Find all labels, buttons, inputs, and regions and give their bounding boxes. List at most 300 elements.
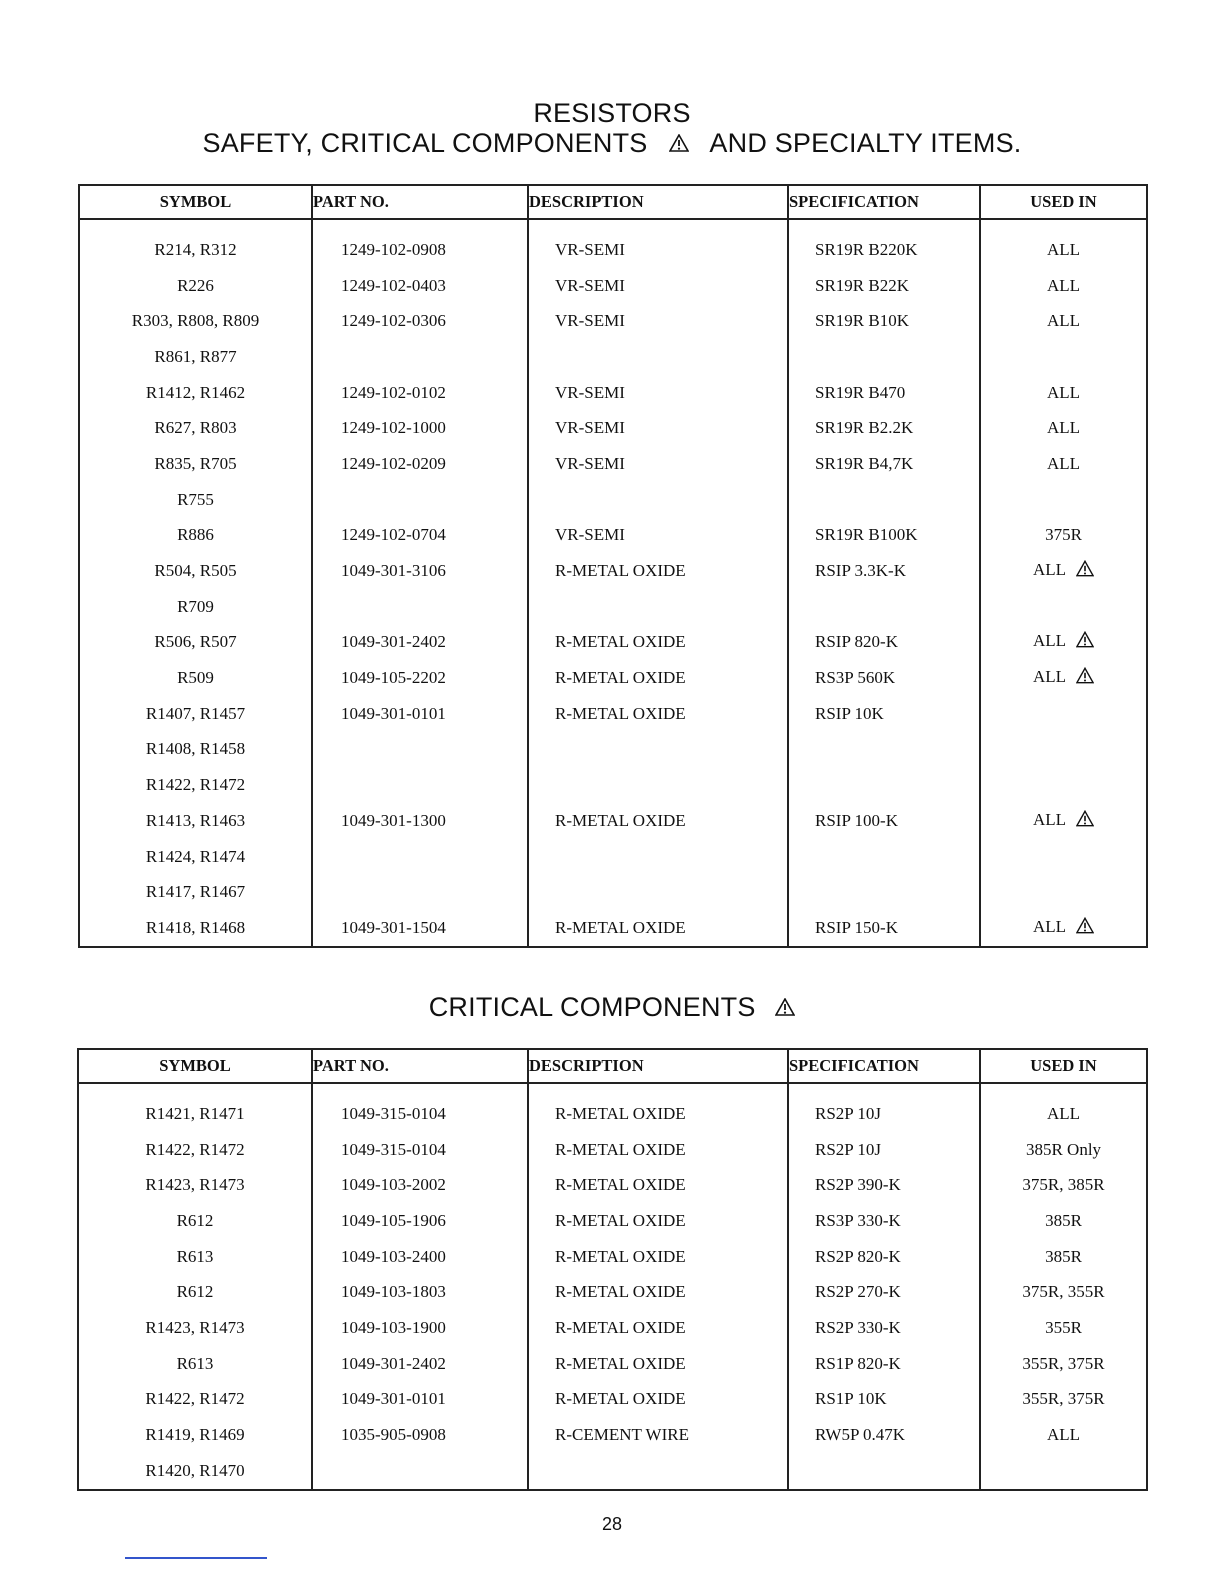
used-in-cell [980,660,1147,696]
description-cell-text: R-METAL OXIDE [555,1175,686,1195]
specification-cell-text: SR19R B100K [815,525,918,545]
specification-cell-text: RSIP 100-K [815,810,898,830]
description-cell [528,375,788,411]
description-cell-text: R-METAL OXIDE [555,1210,686,1230]
symbol-cell-text: R861, R877 [154,346,237,366]
used-in-cell-text: ALL [1032,667,1067,687]
warning-triangle-icon [1076,810,1094,832]
part-no-cell-text: 1249-102-0908 [341,239,446,259]
specification-cell [788,1239,980,1275]
used-in-cell-text: ALL [1032,631,1067,651]
description-cell [528,874,788,910]
col-specification-header: SPECIFICATION [788,185,980,219]
symbol-cell-text: R1419, R1469 [145,1425,245,1445]
part-no-cell [312,268,528,304]
specification-cell [788,660,980,696]
symbol-cell [79,303,312,339]
symbol-cell [79,268,312,304]
description-cell [528,660,788,696]
used-in-cell [980,339,1147,375]
description-cell-text: VR-SEMI [555,525,625,545]
part-no-cell [312,732,528,768]
specification-cell [788,303,980,339]
used-in-cell-text: ALL [1032,916,1067,936]
part-no-cell-text: 1049-105-2202 [341,668,446,688]
part-no-cell-text: 1049-301-2402 [341,632,446,652]
description-cell-text: R-METAL OXIDE [555,1353,686,1373]
used-in-cell [980,732,1147,768]
symbol-cell [78,1167,312,1203]
symbol-cell-text: R627, R803 [154,418,237,438]
col-used-in-header: USED IN [980,1049,1147,1083]
specification-cell [788,839,980,875]
specification-cell [788,1382,980,1418]
used-in-cell [980,553,1147,589]
page-number: 28 [601,1514,623,1534]
specification-cell [788,339,980,375]
symbol-cell-text: R1421, R1471 [145,1103,245,1123]
col-part-no-header: PART NO. [312,185,528,219]
used-in-cell [980,518,1147,554]
description-cell [528,803,788,839]
symbol-cell [78,1382,312,1418]
part-no-cell [312,410,528,446]
description-cell [528,839,788,875]
specification-cell-text: SR19R B220K [815,239,918,259]
specification-cell [788,1274,980,1310]
part-no-cell [312,1417,528,1453]
description-cell [528,1453,788,1490]
specification-cell [788,1167,980,1203]
table-header-row [79,185,1147,219]
specification-cell-text: SR19R B22K [815,275,909,295]
part-no-cell [312,518,528,554]
description-cell-text: R-METAL OXIDE [555,632,686,652]
used-in-cell [980,219,1147,268]
col-used-in-header: USED IN [980,185,1147,219]
description-cell [528,1274,788,1310]
col-part-no-header: PART NO. [312,1049,528,1083]
description-cell [528,1346,788,1382]
description-cell [528,910,788,947]
description-cell [528,553,788,589]
title-safety-text: SAFETY, CRITICAL COMPONENTS [202,128,648,158]
part-no-cell [312,589,528,625]
part-no-cell [312,625,528,661]
symbol-cell-text: R613 [176,1246,214,1266]
used-in-cell [980,767,1147,803]
symbol-cell [78,1203,312,1239]
symbol-cell-text: R613 [176,1353,214,1373]
used-in-cell [980,268,1147,304]
symbol-cell-text: R1423, R1473 [145,1175,245,1195]
used-in-cell [980,482,1147,518]
used-in-cell-text: ALL [1046,275,1081,295]
description-cell [528,1239,788,1275]
table-row [79,553,1147,589]
symbol-cell-text: R1424, R1474 [145,846,246,866]
specification-cell-text: RS2P 390-K [815,1175,901,1195]
specification-cell-text: RS3P 560K [815,668,896,688]
part-no-cell [312,1239,528,1275]
used-in-cell [980,874,1147,910]
specification-cell-text: RS2P 330-K [815,1317,901,1337]
specification-cell-text: RS2P 10J [815,1103,881,1123]
used-in-cell-text: ALL [1046,1425,1081,1445]
part-no-cell [312,1203,528,1239]
specification-cell-text: RSIP 3.3K-K [815,561,906,581]
table-row [79,874,1147,910]
table-row [79,339,1147,375]
part-no-cell-text: 1049-301-2402 [341,1353,446,1373]
description-cell [528,767,788,803]
critical-components-text: CRITICAL COMPONENTS [428,992,756,1022]
part-no-cell-text: 1049-315-0104 [341,1139,446,1159]
used-in-cell [980,1274,1147,1310]
symbol-cell-text: R1408, R1458 [145,739,246,759]
used-in-cell [980,910,1147,947]
used-in-cell-text: 375R [1045,525,1082,545]
description-cell-text: VR-SEMI [555,239,625,259]
part-no-cell [312,803,528,839]
specification-cell [788,1346,980,1382]
symbol-cell [79,839,312,875]
symbol-cell-text: R504, R505 [154,561,237,581]
used-in-cell-text: 355R, 375R [1022,1389,1105,1409]
description-cell-text: R-METAL OXIDE [555,810,686,830]
part-no-cell [312,1382,528,1418]
part-no-cell [312,1346,528,1382]
used-in-cell [980,1310,1147,1346]
table-row [78,1346,1147,1382]
symbol-cell [79,339,312,375]
part-no-cell-text: 1249-102-0209 [341,453,446,473]
page-title-line2 [0,128,1224,159]
table-row [79,375,1147,411]
part-no-cell [312,339,528,375]
symbol-cell-text: R1422, R1472 [145,1389,245,1409]
part-no-cell [312,910,528,947]
part-no-cell [312,375,528,411]
resistors-table [78,184,1148,948]
part-no-cell [312,1274,528,1310]
symbol-cell-text: R1418, R1468 [145,917,246,937]
specification-cell-text: SR19R B2.2K [815,418,914,438]
used-in-cell [980,375,1147,411]
table-row [79,696,1147,732]
used-in-cell [980,803,1147,839]
symbol-cell [79,732,312,768]
symbol-cell [79,446,312,482]
description-cell-text: R-METAL OXIDE [555,1139,686,1159]
specification-cell-text: RS3P 330-K [815,1210,901,1230]
description-cell [528,446,788,482]
symbol-cell-text: R1412, R1462 [145,382,246,402]
symbol-cell [78,1310,312,1346]
symbol-cell-text: R1423, R1473 [145,1317,245,1337]
description-cell-text: VR-SEMI [555,418,625,438]
part-no-cell-text: 1035-905-0908 [341,1425,446,1445]
specification-cell-text: RS2P 820-K [815,1246,901,1266]
symbol-cell-text: R612 [176,1282,214,1302]
table-row [79,767,1147,803]
specification-cell [788,518,980,554]
description-cell-text: R-METAL OXIDE [555,1317,686,1337]
part-no-cell [312,839,528,875]
symbol-cell [79,518,312,554]
symbol-cell [79,625,312,661]
used-in-cell [980,410,1147,446]
used-in-cell [980,1382,1147,1418]
specification-cell [788,268,980,304]
specification-cell [788,732,980,768]
part-no-cell-text: 1049-103-1900 [341,1317,446,1337]
specification-cell [788,1132,980,1168]
used-in-cell [980,839,1147,875]
specification-cell [788,375,980,411]
warning-triangle-icon [775,992,795,1023]
warning-triangle-icon [1076,631,1094,653]
specification-cell [788,219,980,268]
description-cell [528,1417,788,1453]
part-no-cell-text: 1049-103-2002 [341,1175,446,1195]
symbol-cell [79,910,312,947]
used-in-cell [980,589,1147,625]
specification-cell [788,589,980,625]
description-cell [528,219,788,268]
specification-cell [788,1310,980,1346]
table-row [79,482,1147,518]
warning-triangle-icon [1076,560,1094,582]
symbol-cell-text: R226 [177,275,214,295]
description-cell [528,1382,788,1418]
part-no-cell-text: 1049-301-1300 [341,810,446,830]
used-in-cell-text: 375R, 355R [1022,1282,1105,1302]
warning-triangle-icon [1076,667,1094,689]
table-row [79,839,1147,875]
symbol-cell [78,1083,312,1132]
description-cell [528,589,788,625]
description-cell [528,268,788,304]
used-in-cell [980,1346,1147,1382]
part-no-cell-text: 1249-102-0102 [341,382,446,402]
table-row [79,219,1147,268]
description-cell-text: VR-SEMI [555,382,625,402]
symbol-cell-text: R755 [177,489,214,509]
table-row [79,446,1147,482]
used-in-cell-text: 375R, 385R [1022,1175,1105,1195]
description-cell [528,1167,788,1203]
symbol-cell-text: R506, R507 [154,632,237,652]
part-no-cell-text: 1049-105-1906 [341,1210,446,1230]
specification-cell-text: RSIP 820-K [815,632,898,652]
description-cell [528,1132,788,1168]
symbol-cell [79,767,312,803]
specification-cell [788,803,980,839]
description-cell-text: VR-SEMI [555,275,625,295]
description-cell [528,1203,788,1239]
specification-cell-text: SR19R B4,7K [815,453,914,473]
used-in-cell [980,1083,1147,1132]
col-symbol-header: SYMBOL [79,185,312,219]
warning-triangle-icon [669,128,689,159]
critical-components-title [0,992,1224,1023]
table-row [79,303,1147,339]
used-in-cell [980,625,1147,661]
description-cell-text: R-CEMENT WIRE [555,1425,689,1445]
symbol-cell [79,803,312,839]
symbol-cell-text: R1422, R1472 [145,775,246,795]
table-row [78,1167,1147,1203]
used-in-cell-text: ALL [1046,418,1081,438]
part-no-cell-text: 1049-103-1803 [341,1282,446,1302]
used-in-cell [980,1417,1147,1453]
symbol-cell [78,1346,312,1382]
used-in-cell-text: ALL [1046,453,1081,473]
table-row [79,589,1147,625]
used-in-cell [980,1453,1147,1490]
critical-components-table [77,1048,1148,1491]
description-cell [528,518,788,554]
table-row [79,660,1147,696]
symbol-cell [79,482,312,518]
symbol-cell [79,553,312,589]
table-row [79,625,1147,661]
symbol-cell-text: R1417, R1467 [145,882,246,902]
symbol-cell [79,410,312,446]
description-cell-text: R-METAL OXIDE [555,1282,686,1302]
description-cell-text: R-METAL OXIDE [555,561,686,581]
specification-cell-text: RS2P 10J [815,1139,881,1159]
description-cell [528,410,788,446]
part-no-cell-text: 1049-301-0101 [341,1389,446,1409]
used-in-cell [980,1167,1147,1203]
title-specialty-text: AND SPECIALTY ITEMS. [709,128,1022,158]
symbol-cell [79,219,312,268]
specification-cell [788,1083,980,1132]
description-cell [528,339,788,375]
symbol-cell [78,1239,312,1275]
specification-cell [788,625,980,661]
used-in-cell-text: ALL [1046,239,1081,259]
part-no-cell-text: 1049-103-2400 [341,1246,446,1266]
col-specification-header: SPECIFICATION [788,1049,980,1083]
description-cell [528,732,788,768]
part-no-cell [312,874,528,910]
specification-cell [788,910,980,947]
symbol-cell-text: R1420, R1470 [145,1460,245,1480]
description-cell-text: VR-SEMI [555,311,625,331]
table-row [78,1382,1147,1418]
part-no-cell [312,219,528,268]
part-no-cell-text: 1249-102-0704 [341,525,446,545]
used-in-cell-text: ALL [1046,382,1081,402]
used-in-cell-text: ALL [1046,311,1081,331]
specification-cell [788,767,980,803]
table-row [78,1453,1147,1490]
specification-cell [788,874,980,910]
used-in-cell [980,1239,1147,1275]
symbol-cell [78,1274,312,1310]
table-row [79,410,1147,446]
description-cell [528,482,788,518]
symbol-cell-text: R709 [177,596,214,616]
description-cell-text: VR-SEMI [555,453,625,473]
specification-cell [788,1453,980,1490]
used-in-cell-text: 385R Only [1025,1139,1102,1159]
specification-cell [788,482,980,518]
part-no-cell [312,1132,528,1168]
specification-cell-text: SR19R B10K [815,311,909,331]
used-in-cell [980,696,1147,732]
symbol-cell-text: R1422, R1472 [145,1139,245,1159]
symbol-cell-text: R835, R705 [154,453,237,473]
symbol-cell [79,660,312,696]
description-cell-text: R-METAL OXIDE [555,1103,686,1123]
part-no-cell [312,660,528,696]
warning-triangle-icon [1076,917,1094,939]
table-row [78,1310,1147,1346]
description-cell-text: R-METAL OXIDE [555,917,686,937]
description-cell [528,625,788,661]
description-cell-text: R-METAL OXIDE [555,703,686,723]
symbol-cell [78,1132,312,1168]
part-no-cell [312,553,528,589]
specification-cell [788,1203,980,1239]
part-no-cell [312,446,528,482]
used-in-cell-text: ALL [1046,1103,1081,1123]
used-in-cell [980,446,1147,482]
part-no-cell-text: 1249-102-1000 [341,418,446,438]
description-cell-text: R-METAL OXIDE [555,1389,686,1409]
used-in-cell-text: 385R [1045,1210,1082,1230]
symbol-cell-text: R214, R312 [154,239,237,259]
table-row [79,268,1147,304]
specification-cell-text: RSIP 150-K [815,917,898,937]
part-no-cell-text: 1049-301-1504 [341,917,446,937]
used-in-cell [980,1203,1147,1239]
description-cell [528,696,788,732]
part-no-cell [312,767,528,803]
symbol-cell [79,874,312,910]
part-no-cell-text: 1049-315-0104 [341,1103,446,1123]
part-no-cell [312,696,528,732]
table-row [79,910,1147,947]
part-no-cell-text: 1249-102-0306 [341,311,446,331]
table-row [78,1417,1147,1453]
table-row [78,1083,1147,1132]
part-no-cell [312,482,528,518]
col-description-header: DESCRIPTION [528,1049,788,1083]
part-no-cell-text: 1049-301-3106 [341,561,446,581]
symbol-cell-text: R303, R808, R809 [131,311,260,331]
used-in-cell-text: 385R [1045,1246,1082,1266]
part-no-cell-text: 1049-301-0101 [341,703,446,723]
col-description-header: DESCRIPTION [528,185,788,219]
used-in-cell-text: ALL [1032,809,1067,829]
symbol-cell-text: R509 [177,668,214,688]
used-in-cell [980,1132,1147,1168]
specification-cell [788,446,980,482]
symbol-cell [78,1453,312,1490]
specification-cell [788,696,980,732]
symbol-cell [79,375,312,411]
symbol-cell-text: R1413, R1463 [145,810,246,830]
symbol-cell-text: R612 [176,1210,214,1230]
table-row [79,518,1147,554]
specification-cell-text: RS1P 10K [815,1389,887,1409]
part-no-cell [312,1310,528,1346]
